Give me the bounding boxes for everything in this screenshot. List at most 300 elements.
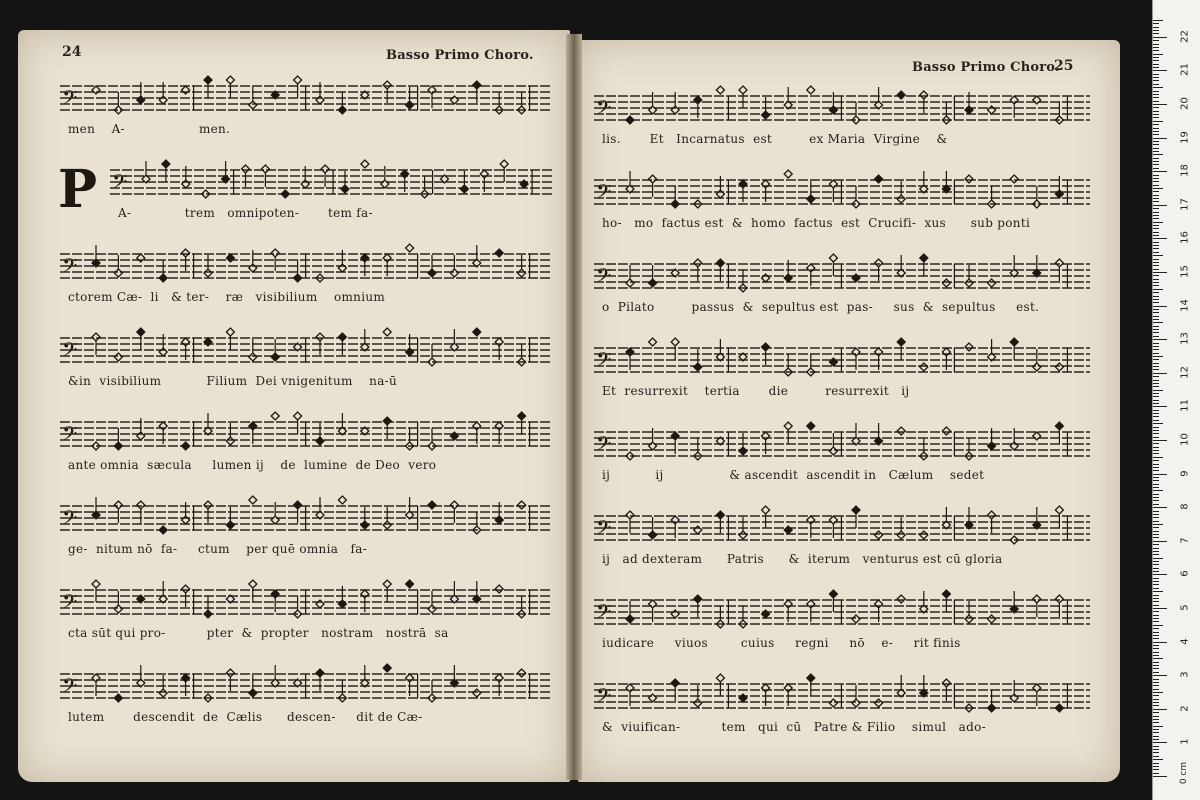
ruler-tick	[1153, 353, 1159, 354]
note-head	[249, 353, 257, 361]
ruler-tick	[1153, 60, 1159, 61]
ruler-tick	[1153, 245, 1159, 246]
ruler-tick	[1153, 628, 1159, 629]
ruler-tick	[1153, 551, 1159, 552]
ruler-label: 5	[1179, 604, 1191, 611]
note-head	[829, 447, 837, 455]
ruler-tick	[1153, 299, 1159, 300]
note-head	[920, 531, 928, 539]
ruler-tick	[1153, 380, 1159, 381]
note-head	[1055, 259, 1063, 267]
ruler-tick	[1153, 571, 1159, 572]
note-head	[739, 447, 747, 455]
note-head	[406, 101, 414, 109]
ruler-tick	[1153, 574, 1167, 575]
ruler-tick	[1153, 191, 1159, 192]
ruler-tick	[1153, 652, 1159, 653]
ruler-tick	[1153, 427, 1159, 428]
note-head	[383, 580, 391, 588]
ruler-tick	[1153, 457, 1163, 458]
ruler-tick	[1153, 91, 1159, 92]
note-head	[1033, 432, 1041, 440]
ruler-tick	[1153, 363, 1159, 364]
ruler-tick	[1153, 500, 1159, 501]
note-head	[406, 244, 414, 252]
note-head	[338, 600, 346, 608]
note-head	[518, 669, 526, 677]
ruler-tick	[1153, 205, 1167, 206]
ruler-tick	[1153, 682, 1159, 683]
ruler-tick	[1153, 114, 1159, 115]
note-head	[114, 501, 122, 509]
ruler-tick	[1153, 232, 1159, 233]
ruler-tick	[1153, 601, 1159, 602]
ruler-label: 7	[1179, 537, 1191, 544]
note-head	[381, 180, 389, 188]
ruler-tick	[1153, 692, 1163, 693]
ruler-tick	[1153, 756, 1159, 757]
ruler-tick	[1153, 615, 1159, 616]
note-head	[406, 674, 414, 682]
ruler-tick	[1153, 537, 1159, 538]
note-head	[338, 106, 346, 114]
note-head	[671, 432, 679, 440]
ruler-tick	[1153, 339, 1167, 340]
ruler-tick	[1153, 168, 1159, 169]
ruler-label: 4	[1179, 637, 1191, 645]
ruler-tick	[1153, 605, 1159, 606]
bass-clef-icon: 𝄢	[596, 96, 612, 124]
note-head	[649, 442, 657, 450]
note-head	[271, 590, 279, 598]
ruler-label: 13	[1179, 332, 1191, 346]
ruler-tick	[1153, 487, 1159, 488]
note-head	[649, 279, 657, 287]
note-head	[988, 279, 996, 287]
note-head	[852, 615, 860, 623]
ruler-tick	[1153, 712, 1159, 713]
lyric-line: &in visibilium Filium Dei vnigenitum na-ū	[68, 374, 398, 388]
ruler-tick	[1153, 181, 1159, 182]
ruler-tick	[1153, 460, 1159, 461]
note-head	[316, 669, 324, 677]
ruler-tick	[1153, 238, 1167, 239]
note-head	[807, 264, 815, 272]
ruler-tick	[1153, 685, 1159, 686]
ruler-tick	[1153, 349, 1159, 350]
ruler-label: 16	[1179, 231, 1191, 245]
bass-clef-icon: 𝄢	[596, 600, 612, 628]
music-stave	[594, 250, 1090, 306]
ruler-tick	[1153, 30, 1159, 31]
ruler-tick	[1153, 50, 1159, 51]
ruler-tick	[1153, 154, 1163, 155]
note-head	[204, 269, 212, 277]
ruler-tick	[1153, 373, 1167, 374]
lyric-line: A- trem omnipoten- tem fa-	[118, 206, 373, 220]
note-head	[784, 526, 792, 534]
note-head	[204, 76, 212, 84]
ruler-tick	[1153, 208, 1159, 209]
ruler-tick	[1153, 356, 1163, 357]
note-head	[807, 674, 815, 682]
note-head	[495, 516, 503, 524]
note-head	[807, 195, 815, 203]
ruler-label: 1	[1179, 738, 1191, 746]
ruler-tick	[1153, 215, 1159, 216]
note-head	[762, 684, 770, 692]
note-head	[182, 86, 190, 94]
note-head	[920, 254, 928, 262]
note-head	[450, 269, 458, 277]
ruler-tick	[1153, 732, 1159, 733]
ruler-tick	[1153, 393, 1159, 394]
ruler-tick	[1153, 195, 1159, 196]
ruler-tick	[1153, 212, 1159, 213]
note-head	[226, 76, 234, 84]
ruler-tick	[1153, 450, 1159, 451]
note-head	[920, 91, 928, 99]
note-head	[92, 580, 100, 588]
note-head	[626, 348, 634, 356]
note-head	[829, 358, 837, 366]
ruler-tick	[1153, 480, 1159, 481]
ruler-tick	[1153, 437, 1159, 438]
note-head	[159, 96, 167, 104]
ruler-tick	[1153, 433, 1159, 434]
note-head	[762, 180, 770, 188]
ruler-tick	[1153, 346, 1159, 347]
note-head	[829, 699, 837, 707]
ruler-tick	[1153, 410, 1159, 411]
ruler-tick	[1153, 248, 1159, 249]
ruler-tick	[1153, 306, 1167, 307]
ruler-label: 3	[1179, 671, 1191, 678]
ruler-tick	[1153, 400, 1159, 401]
ruler-tick	[1153, 322, 1163, 323]
ruler-label: 21	[1179, 63, 1191, 77]
note-head	[807, 422, 815, 430]
ruler-tick	[1153, 369, 1159, 370]
note-head	[716, 86, 724, 94]
note-head	[965, 106, 973, 114]
ruler-tick	[1153, 695, 1159, 696]
ruler-tick	[1153, 40, 1159, 41]
note-head	[784, 600, 792, 608]
note-head	[942, 427, 950, 435]
ruler-label: 20	[1179, 97, 1191, 110]
ruler-tick	[1153, 319, 1159, 320]
note-head	[316, 96, 324, 104]
note-head	[341, 185, 349, 193]
ruler-tick	[1153, 759, 1163, 760]
note-head	[114, 269, 122, 277]
note-head	[739, 694, 747, 702]
note-head	[1010, 694, 1018, 702]
bass-clef-icon: 𝄢	[596, 264, 612, 292]
ruler-tick	[1153, 517, 1159, 518]
note-head	[988, 442, 996, 450]
note-head	[114, 605, 122, 613]
music-stave	[60, 492, 552, 548]
ruler-tick	[1153, 80, 1159, 81]
note-head	[473, 81, 481, 89]
right-page-number: 25	[1054, 58, 1074, 74]
ruler-tick	[1153, 185, 1159, 186]
note-head	[316, 600, 324, 608]
note-head	[383, 521, 391, 529]
note-head	[473, 689, 481, 697]
note-head	[671, 106, 679, 114]
note-head	[784, 684, 792, 692]
note-head	[460, 185, 468, 193]
note-head	[649, 175, 657, 183]
note-head	[1033, 684, 1041, 692]
ruler-unit-label: 0 cm	[1179, 761, 1190, 785]
note-head	[450, 432, 458, 440]
ruler-tick	[1153, 705, 1159, 706]
ruler-tick	[1153, 151, 1159, 152]
ruler-tick	[1153, 131, 1159, 132]
note-head	[784, 422, 792, 430]
ruler-label: 18	[1179, 164, 1191, 178]
ruler-tick	[1153, 282, 1159, 283]
ruler-tick	[1153, 524, 1163, 525]
note-head	[942, 348, 950, 356]
note-head	[137, 432, 145, 440]
ruler-tick	[1153, 376, 1159, 377]
note-head	[649, 338, 657, 346]
ruler-label: 2	[1179, 705, 1191, 712]
ruler-tick	[1153, 611, 1159, 612]
ruler-tick	[1153, 366, 1159, 367]
ruler-tick	[1153, 618, 1159, 619]
note-head	[829, 590, 837, 598]
note-head	[762, 506, 770, 514]
ruler-tick	[1153, 262, 1159, 263]
note-head	[649, 694, 657, 702]
bass-clef-icon: 𝄢	[596, 516, 612, 544]
note-head	[338, 333, 346, 341]
ruler-tick	[1153, 699, 1159, 700]
note-head	[242, 165, 250, 173]
note-head	[762, 432, 770, 440]
note-head	[626, 279, 634, 287]
ruler-tick	[1153, 242, 1159, 243]
note-head	[226, 521, 234, 529]
note-head	[920, 363, 928, 371]
ruler-tick	[1153, 541, 1167, 542]
ruler-tick	[1153, 228, 1159, 229]
music-stave	[110, 156, 552, 212]
lyric-line: lutem descendit de Cælis descen- dit de Cæ-	[68, 710, 423, 724]
ruler-tick	[1153, 584, 1159, 585]
note-head	[852, 506, 860, 514]
note-head	[316, 437, 324, 445]
note-head	[694, 526, 702, 534]
lyric-line: iudicare viuos cuius regni nō e- rit finis	[602, 636, 961, 650]
note-head	[1033, 363, 1041, 371]
note-head	[114, 442, 122, 450]
ruler-tick	[1153, 675, 1167, 676]
note-head	[249, 101, 257, 109]
note-head	[1055, 363, 1063, 371]
note-head	[694, 363, 702, 371]
ruler-tick	[1153, 141, 1159, 142]
note-head	[450, 501, 458, 509]
ruler-tick	[1153, 47, 1159, 48]
note-head	[897, 195, 905, 203]
ruler-tick	[1153, 420, 1159, 421]
lyric-line: men A- men.	[68, 122, 231, 136]
note-head	[226, 437, 234, 445]
note-head	[716, 511, 724, 519]
music-stave	[594, 586, 1090, 642]
ruler-label: 9	[1179, 469, 1191, 477]
ruler-tick	[1153, 548, 1159, 549]
note-head	[1055, 595, 1063, 603]
ruler-tick	[1153, 383, 1159, 384]
ruler-tick	[1153, 94, 1159, 95]
note-head	[671, 610, 679, 618]
music-stave	[60, 72, 552, 128]
ruler-label: 6	[1179, 570, 1191, 578]
bass-clef-icon: 𝄢	[62, 590, 78, 618]
note-head	[807, 516, 815, 524]
note-head	[829, 106, 837, 114]
ruler-tick	[1153, 719, 1159, 720]
note-head	[1055, 190, 1063, 198]
ruler-tick	[1153, 702, 1159, 703]
ruler-tick	[1153, 440, 1167, 441]
note-head	[716, 190, 724, 198]
ruler-tick	[1153, 175, 1159, 176]
ruler-label: 17	[1179, 197, 1191, 211]
ruler-tick	[1153, 527, 1159, 528]
note-head	[965, 343, 973, 351]
note-head	[401, 170, 409, 178]
lyric-line: ante omnia sæcula lumen ij de lumine de Deo vero	[68, 458, 437, 472]
ruler-tick	[1153, 595, 1159, 596]
ruler-tick	[1153, 178, 1159, 179]
note-head	[162, 160, 170, 168]
ruler-tick	[1153, 689, 1159, 690]
note-head	[495, 674, 503, 682]
note-head	[500, 160, 508, 168]
ruler-tick	[1153, 658, 1163, 659]
note-head	[226, 669, 234, 677]
music-stave	[60, 576, 552, 632]
bass-clef-icon: 𝄢	[596, 180, 612, 208]
ruler-tick	[1153, 390, 1163, 391]
decorated-initial: P	[58, 159, 98, 220]
ruler-tick	[1153, 386, 1159, 387]
note-head	[338, 264, 346, 272]
note-head	[942, 590, 950, 598]
note-head	[1033, 96, 1041, 104]
ruler-tick	[1153, 490, 1163, 491]
right-page-header: Basso Primo Choro.	[912, 60, 1060, 75]
note-head	[137, 328, 145, 336]
note-head	[807, 86, 815, 94]
ruler-tick	[1153, 494, 1159, 495]
note-head	[261, 165, 269, 173]
note-head	[428, 86, 436, 94]
note-head	[159, 422, 167, 430]
note-head	[1055, 506, 1063, 514]
note-head	[897, 595, 905, 603]
ruler-tick	[1153, 464, 1159, 465]
bass-clef-icon: 𝄢	[62, 338, 78, 366]
ruler-tick	[1153, 726, 1163, 727]
music-stave	[594, 166, 1090, 222]
ruler-tick	[1153, 608, 1167, 609]
ruler-tick	[1153, 504, 1159, 505]
ruler-tick	[1153, 309, 1159, 310]
note-head	[626, 116, 634, 124]
note-head	[852, 274, 860, 282]
note-head	[383, 328, 391, 336]
note-head	[942, 279, 950, 287]
note-head	[137, 501, 145, 509]
ruler-tick	[1153, 296, 1159, 297]
ruler-tick	[1153, 564, 1159, 565]
ruler-label: 15	[1179, 265, 1191, 278]
note-head	[875, 348, 883, 356]
note-head	[988, 704, 996, 712]
note-head	[784, 274, 792, 282]
left-page-number: 24	[62, 44, 82, 60]
note-head	[204, 338, 212, 346]
note-head	[182, 249, 190, 257]
ruler-label: 8	[1179, 503, 1191, 510]
ruler-tick	[1153, 111, 1159, 112]
left-page-header: Basso Primo Choro.	[386, 48, 534, 63]
ruler-tick	[1153, 138, 1167, 139]
ruler-tick	[1153, 477, 1159, 478]
ruler-tick	[1153, 158, 1159, 159]
note-head	[739, 531, 747, 539]
bass-clef-icon: 𝄢	[596, 684, 612, 712]
ruler-tick	[1153, 255, 1163, 256]
note-head	[649, 600, 657, 608]
music-stave	[594, 418, 1090, 474]
note-head	[406, 580, 414, 588]
ruler-tick	[1153, 33, 1159, 34]
ruler-tick	[1153, 37, 1167, 38]
note-head	[1010, 96, 1018, 104]
ruler-tick	[1153, 101, 1159, 102]
music-stave	[60, 324, 552, 380]
note-head	[182, 442, 190, 450]
note-head	[897, 427, 905, 435]
ruler-tick	[1153, 134, 1159, 135]
note-head	[875, 175, 883, 183]
ruler-tick	[1153, 279, 1159, 280]
lyric-line: & viuifican- tem qui cū Patre & Filio simul ado-	[602, 720, 986, 734]
ruler-tick	[1153, 128, 1159, 129]
bass-clef-icon: 𝄢	[62, 254, 78, 282]
ruler-tick	[1153, 148, 1159, 149]
note-head	[294, 76, 302, 84]
note-head	[897, 338, 905, 346]
ruler-tick	[1153, 568, 1159, 569]
ruler-tick	[1153, 198, 1159, 199]
music-stave	[594, 82, 1090, 138]
note-head	[671, 679, 679, 687]
note-head	[626, 511, 634, 519]
ruler-tick	[1153, 84, 1159, 85]
